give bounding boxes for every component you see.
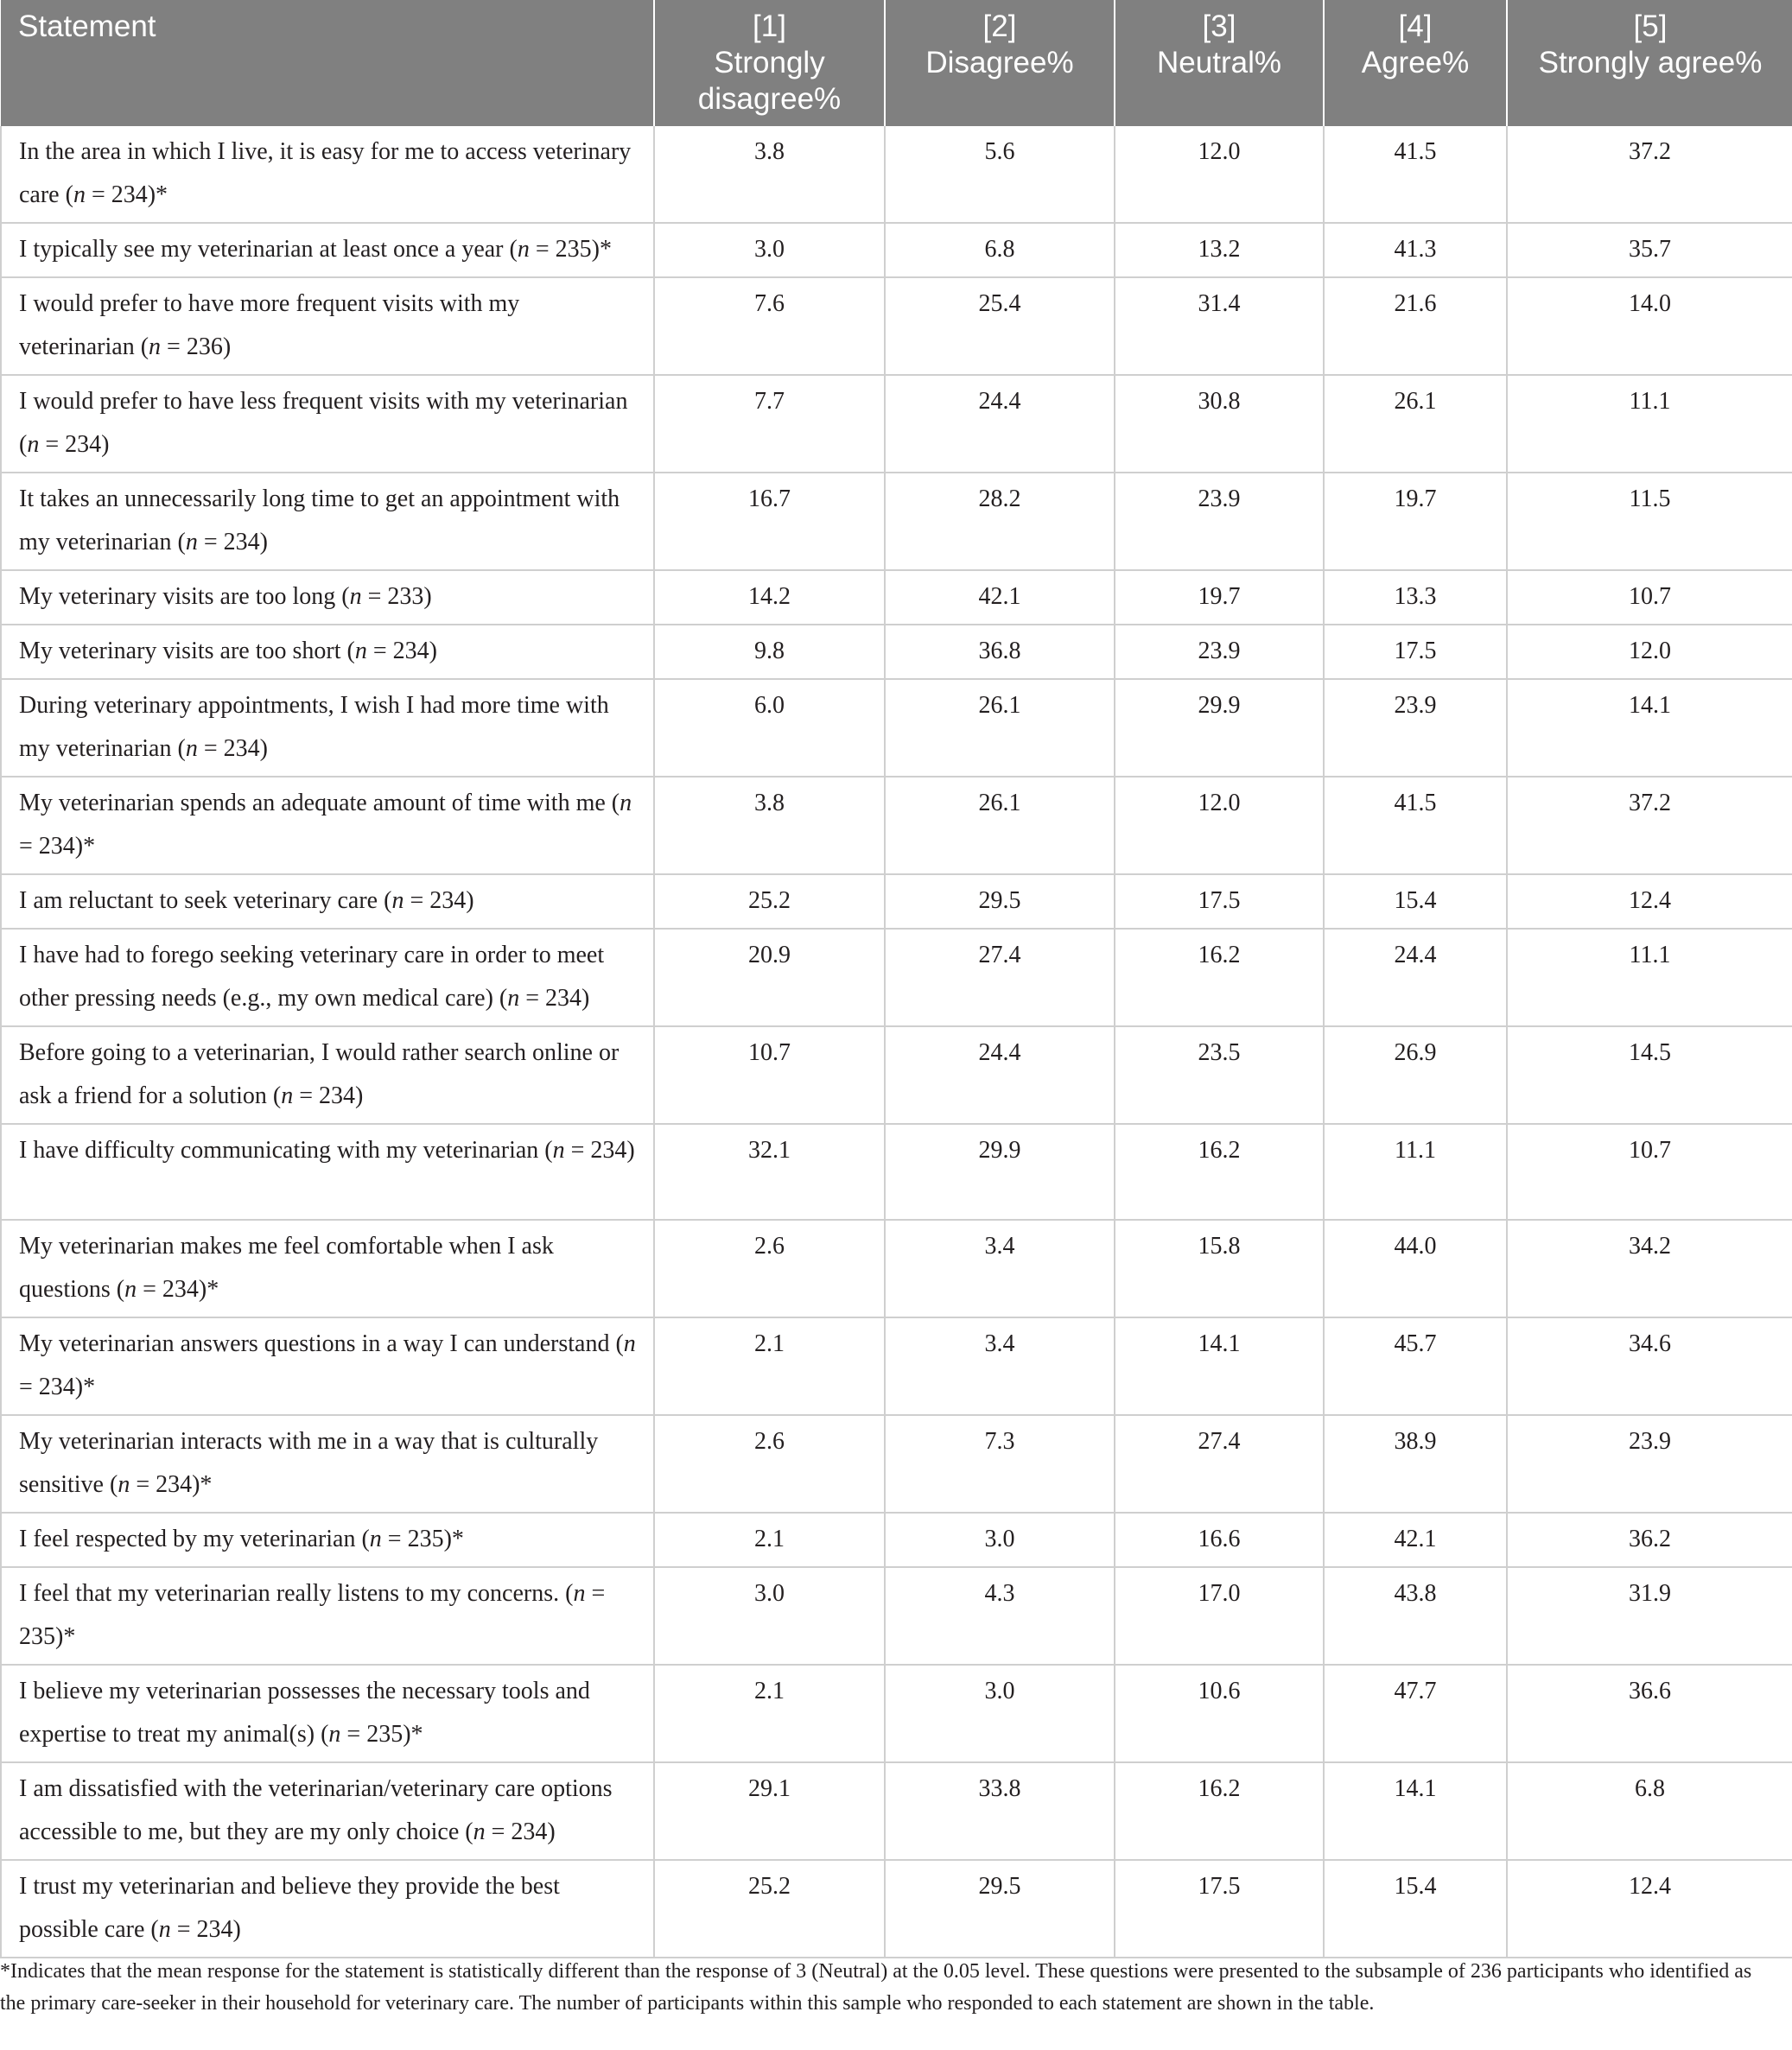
statement-n-value: = 234)	[293, 1082, 364, 1109]
statement-cell	[1, 1124, 654, 1220]
table-row	[1, 679, 1792, 777]
table-row	[1, 375, 1792, 473]
value-cell-neutral: 16.2	[1115, 1124, 1324, 1220]
table-row	[1, 223, 1792, 277]
statement-cell	[1, 874, 654, 929]
header-number: [3]	[1202, 10, 1236, 43]
value-cell-neutral: 10.6	[1115, 1665, 1324, 1762]
header-strongly-disagree	[654, 0, 885, 126]
value-cell-strongly-disagree: 7.6	[654, 277, 885, 375]
statement-n-symbol: n	[507, 985, 520, 1012]
value-cell-agree: 43.8	[1324, 1567, 1507, 1665]
header-label: Agree%	[1361, 46, 1470, 79]
statement-text: I am dissatisfied with the veterinarian/veterinary care options accessible to me, but they are my only choice (	[19, 1775, 613, 1845]
value-cell-disagree: 4.3	[885, 1567, 1115, 1665]
statement-cell	[1, 1317, 654, 1415]
value-cell-strongly-agree: 14.5	[1507, 1026, 1792, 1124]
statement-text: I typically see my veterinarian at least once a year (	[19, 236, 518, 263]
value-cell-strongly-agree: 11.5	[1507, 473, 1792, 570]
value-cell-neutral: 27.4	[1115, 1415, 1324, 1513]
value-cell-disagree: 3.4	[885, 1317, 1115, 1415]
statement-n-symbol: n	[552, 1137, 565, 1164]
value-cell-agree: 26.1	[1324, 375, 1507, 473]
value-cell-strongly-agree: 34.6	[1507, 1317, 1792, 1415]
statement-cell	[1, 223, 654, 277]
value-cell-strongly-agree: 35.7	[1507, 223, 1792, 277]
value-cell-strongly-disagree: 2.1	[654, 1513, 885, 1567]
statement-text: I have had to forego seeking veterinary care in order to meet other pressing needs (e.g., my own medical care) (	[19, 942, 605, 1012]
value-cell-neutral: 29.9	[1115, 679, 1324, 777]
value-cell-strongly-disagree: 10.7	[654, 1026, 885, 1124]
statement-text: My veterinarian interacts with me in a way that is culturally sensitive (	[19, 1428, 599, 1498]
value-cell-agree: 21.6	[1324, 277, 1507, 375]
value-cell-disagree: 7.3	[885, 1415, 1115, 1513]
value-cell-disagree: 28.2	[885, 473, 1115, 570]
statement-n-value: = 234)*	[19, 833, 96, 860]
statement-cell	[1, 1567, 654, 1665]
statement-n-value: = 235)*	[340, 1721, 423, 1748]
statement-n-symbol: n	[281, 1082, 294, 1109]
header-strongly-agree	[1507, 0, 1792, 126]
value-cell-strongly-agree: 23.9	[1507, 1415, 1792, 1513]
value-cell-neutral: 17.0	[1115, 1567, 1324, 1665]
statement-cell	[1, 929, 654, 1026]
table-row	[1, 929, 1792, 1026]
statement-n-value: = 234)*	[85, 181, 168, 208]
value-cell-agree: 15.4	[1324, 874, 1507, 929]
value-cell-strongly-disagree: 9.8	[654, 625, 885, 679]
value-cell-neutral: 16.2	[1115, 929, 1324, 1026]
value-cell-agree: 14.1	[1324, 1762, 1507, 1860]
statement-cell	[1, 1415, 654, 1513]
value-cell-strongly-agree: 14.1	[1507, 679, 1792, 777]
value-cell-agree: 45.7	[1324, 1317, 1507, 1415]
value-cell-neutral: 16.6	[1115, 1513, 1324, 1567]
value-cell-strongly-disagree: 32.1	[654, 1124, 885, 1220]
statement-n-value: = 235)*	[529, 236, 612, 263]
header-agree	[1324, 0, 1507, 126]
value-cell-agree: 15.4	[1324, 1860, 1507, 1958]
statement-cell	[1, 126, 654, 223]
table-row	[1, 1124, 1792, 1220]
value-cell-strongly-disagree: 2.6	[654, 1220, 885, 1317]
table-row	[1, 1415, 1792, 1513]
table-row	[1, 126, 1792, 223]
value-cell-neutral: 14.1	[1115, 1317, 1324, 1415]
value-cell-disagree: 29.5	[885, 874, 1115, 929]
value-cell-strongly-disagree: 20.9	[654, 929, 885, 1026]
statement-text: I am reluctant to seek veterinary care (	[19, 887, 392, 914]
value-cell-neutral: 17.5	[1115, 1860, 1324, 1958]
value-cell-strongly-disagree: 6.0	[654, 679, 885, 777]
table-row	[1, 1317, 1792, 1415]
statement-cell	[1, 375, 654, 473]
table-row	[1, 1762, 1792, 1860]
statement-n-value: = 234)	[170, 1916, 241, 1943]
value-cell-agree: 44.0	[1324, 1220, 1507, 1317]
value-cell-strongly-disagree: 29.1	[654, 1762, 885, 1860]
value-cell-neutral: 23.5	[1115, 1026, 1324, 1124]
value-cell-disagree: 3.0	[885, 1665, 1115, 1762]
table-row	[1, 1860, 1792, 1958]
statement-text: I have difficulty communicating with my veterinarian (	[19, 1137, 553, 1164]
statement-n-symbol: n	[354, 638, 367, 664]
statement-n-symbol: n	[620, 790, 632, 816]
value-cell-strongly-disagree: 16.7	[654, 473, 885, 570]
statement-n-value: = 235)*	[381, 1526, 464, 1552]
statement-cell	[1, 1665, 654, 1762]
statement-cell	[1, 1026, 654, 1124]
statement-cell	[1, 570, 654, 625]
value-cell-agree: 11.1	[1324, 1124, 1507, 1220]
statement-cell	[1, 1860, 654, 1958]
statement-text: Before going to a veterinarian, I would rather search online or ask a friend for a solution (	[19, 1039, 620, 1109]
table-header-row	[1, 0, 1792, 126]
value-cell-strongly-disagree: 3.8	[654, 777, 885, 874]
statement-cell	[1, 1513, 654, 1567]
statement-n-value: = 234)*	[130, 1471, 213, 1498]
value-cell-disagree: 26.1	[885, 777, 1115, 874]
statement-n-symbol: n	[185, 735, 198, 762]
statement-n-value: = 235)*	[19, 1580, 606, 1650]
value-cell-agree: 47.7	[1324, 1665, 1507, 1762]
statement-n-value: = 234)	[404, 887, 474, 914]
value-cell-strongly-disagree: 3.0	[654, 223, 885, 277]
statement-n-symbol: n	[27, 431, 40, 458]
value-cell-agree: 42.1	[1324, 1513, 1507, 1567]
value-cell-strongly-disagree: 3.8	[654, 126, 885, 223]
value-cell-agree: 41.3	[1324, 223, 1507, 277]
statement-text: My veterinary visits are too long (	[19, 583, 350, 610]
statement-n-value: = 234)	[519, 985, 590, 1012]
statement-n-symbol: n	[149, 333, 162, 360]
statement-cell	[1, 777, 654, 874]
value-cell-strongly-agree: 14.0	[1507, 277, 1792, 375]
statement-cell	[1, 473, 654, 570]
value-cell-strongly-agree: 10.7	[1507, 570, 1792, 625]
value-cell-strongly-agree: 34.2	[1507, 1220, 1792, 1317]
value-cell-disagree: 6.8	[885, 223, 1115, 277]
statement-n-value: = 234)	[197, 735, 268, 762]
value-cell-strongly-disagree: 7.7	[654, 375, 885, 473]
value-cell-disagree: 25.4	[885, 277, 1115, 375]
statement-text: I feel that my veterinarian really listens to my concerns. (	[19, 1580, 574, 1607]
statement-n-symbol: n	[473, 1818, 486, 1845]
value-cell-neutral: 19.7	[1115, 570, 1324, 625]
table-row	[1, 570, 1792, 625]
value-cell-neutral: 15.8	[1115, 1220, 1324, 1317]
header-statement	[1, 0, 654, 126]
table-row	[1, 625, 1792, 679]
value-cell-neutral: 30.8	[1115, 375, 1324, 473]
value-cell-neutral: 23.9	[1115, 473, 1324, 570]
value-cell-strongly-agree: 31.9	[1507, 1567, 1792, 1665]
value-cell-strongly-agree: 10.7	[1507, 1124, 1792, 1220]
header-number: [1]	[753, 10, 786, 43]
statement-n-symbol: n	[623, 1330, 636, 1357]
value-cell-disagree: 24.4	[885, 1026, 1115, 1124]
statement-n-symbol: n	[573, 1580, 586, 1607]
statement-n-value: = 234)	[366, 638, 437, 664]
statement-text: My veterinarian makes me feel comfortable when I ask questions (	[19, 1233, 554, 1303]
statement-cell	[1, 625, 654, 679]
value-cell-neutral: 13.2	[1115, 223, 1324, 277]
value-cell-strongly-agree: 11.1	[1507, 375, 1792, 473]
value-cell-neutral: 23.9	[1115, 625, 1324, 679]
statement-n-symbol: n	[328, 1721, 341, 1748]
value-cell-agree: 13.3	[1324, 570, 1507, 625]
table-row	[1, 1026, 1792, 1124]
value-cell-strongly-disagree: 2.6	[654, 1415, 885, 1513]
value-cell-strongly-disagree: 25.2	[654, 1860, 885, 1958]
value-cell-neutral: 12.0	[1115, 777, 1324, 874]
value-cell-agree: 23.9	[1324, 679, 1507, 777]
header-disagree	[885, 0, 1115, 126]
header-label: Strongly agree%	[1538, 46, 1763, 79]
table-row	[1, 277, 1792, 375]
value-cell-agree: 26.9	[1324, 1026, 1507, 1124]
statement-cell	[1, 1762, 654, 1860]
statement-n-symbol: n	[118, 1471, 130, 1498]
header-label: Disagree%	[925, 46, 1074, 79]
statement-text: It takes an unnecessarily long time to get an appointment with my veterinarian (	[19, 486, 620, 555]
table-row	[1, 1665, 1792, 1762]
value-cell-neutral: 17.5	[1115, 874, 1324, 929]
value-cell-disagree: 5.6	[885, 126, 1115, 223]
statement-text: My veterinary visits are too short (	[19, 638, 355, 664]
statement-cell	[1, 679, 654, 777]
statement-n-value: = 234)	[39, 431, 110, 458]
value-cell-disagree: 24.4	[885, 375, 1115, 473]
statement-n-value: = 233)	[361, 583, 432, 610]
statement-n-symbol: n	[185, 529, 198, 555]
value-cell-strongly-agree: 37.2	[1507, 126, 1792, 223]
header-label: Statement	[18, 10, 156, 43]
statement-n-symbol: n	[158, 1916, 171, 1943]
statement-n-symbol: n	[369, 1526, 382, 1552]
statement-n-value: = 234)	[564, 1137, 635, 1164]
value-cell-agree: 17.5	[1324, 625, 1507, 679]
value-cell-agree: 41.5	[1324, 126, 1507, 223]
value-cell-disagree: 26.1	[885, 679, 1115, 777]
statement-n-value: = 234)	[485, 1818, 556, 1845]
statement-text: I feel respected by my veterinarian (	[19, 1526, 370, 1552]
statement-text: I trust my veterinarian and believe they provide the best possible care (	[19, 1873, 560, 1943]
statement-n-symbol: n	[349, 583, 362, 610]
statement-n-symbol: n	[517, 236, 530, 263]
statement-text: My veterinarian answers questions in a way I can understand (	[19, 1330, 624, 1357]
value-cell-strongly-disagree: 25.2	[654, 874, 885, 929]
statement-n-value: = 234)	[197, 529, 268, 555]
value-cell-disagree: 29.5	[885, 1860, 1115, 1958]
table-row	[1, 1513, 1792, 1567]
header-label: Strongly disagree%	[697, 46, 842, 116]
value-cell-neutral: 16.2	[1115, 1762, 1324, 1860]
value-cell-agree: 24.4	[1324, 929, 1507, 1026]
statement-cell	[1, 1220, 654, 1317]
header-number: [5]	[1633, 10, 1668, 43]
value-cell-strongly-agree: 36.2	[1507, 1513, 1792, 1567]
statement-cell	[1, 277, 654, 375]
header-label: Neutral%	[1157, 46, 1281, 79]
value-cell-strongly-agree: 37.2	[1507, 777, 1792, 874]
value-cell-disagree: 33.8	[885, 1762, 1115, 1860]
statement-text: In the area in which I live, it is easy for me to access veterinary care (	[19, 138, 632, 208]
value-cell-strongly-agree: 12.0	[1507, 625, 1792, 679]
statement-text: I believe my veterinarian possesses the necessary tools and expertise to treat my animal(s) (	[19, 1678, 590, 1748]
header-neutral	[1115, 0, 1324, 126]
value-cell-strongly-disagree: 2.1	[654, 1317, 885, 1415]
statement-n-value: = 234)*	[137, 1276, 219, 1303]
statement-n-value: = 236)	[161, 333, 232, 360]
value-cell-strongly-agree: 12.4	[1507, 1860, 1792, 1958]
value-cell-neutral: 31.4	[1115, 277, 1324, 375]
table-row	[1, 1220, 1792, 1317]
table-row	[1, 874, 1792, 929]
value-cell-neutral: 12.0	[1115, 126, 1324, 223]
value-cell-disagree: 36.8	[885, 625, 1115, 679]
header-number: [4]	[1398, 10, 1433, 43]
table-row	[1, 777, 1792, 874]
value-cell-disagree: 3.4	[885, 1220, 1115, 1317]
value-cell-disagree: 29.9	[885, 1124, 1115, 1220]
statement-n-symbol: n	[73, 181, 86, 208]
header-number: [2]	[982, 10, 1017, 43]
statement-n-symbol: n	[124, 1276, 137, 1303]
value-cell-strongly-disagree: 3.0	[654, 1567, 885, 1665]
value-cell-disagree: 42.1	[885, 570, 1115, 625]
table-row	[1, 1567, 1792, 1665]
statement-n-symbol: n	[391, 887, 404, 914]
value-cell-agree: 41.5	[1324, 777, 1507, 874]
table-body	[1, 126, 1792, 1958]
table-row	[1, 473, 1792, 570]
statement-text: My veterinarian spends an adequate amount of time with me (	[19, 790, 620, 816]
value-cell-strongly-agree: 6.8	[1507, 1762, 1792, 1860]
statement-n-value: = 234)*	[19, 1374, 96, 1400]
value-cell-disagree: 3.0	[885, 1513, 1115, 1567]
value-cell-agree: 19.7	[1324, 473, 1507, 570]
value-cell-strongly-agree: 11.1	[1507, 929, 1792, 1026]
value-cell-agree: 38.9	[1324, 1415, 1507, 1513]
value-cell-disagree: 27.4	[885, 929, 1115, 1026]
statement-text: During veterinary appointments, I wish I had more time with my veterinarian (	[19, 692, 609, 762]
value-cell-strongly-disagree: 2.1	[654, 1665, 885, 1762]
table-footnote: *Indicates that the mean response for the statement is statistically different than the response of 3 (Neutral) at the 0.05 level. These questions were presented to the subsample of 236 participants who identified as the primary care-seeker in their household for veterinary care. The number of participants within this sample who responded to each statement are shown in the table.	[0, 1960, 1752, 2015]
statement-text: I would prefer to have more frequent visits with my veterinarian (	[19, 290, 520, 360]
value-cell-strongly-disagree: 14.2	[654, 570, 885, 625]
value-cell-strongly-agree: 12.4	[1507, 874, 1792, 929]
statement-text: I would prefer to have less frequent visits with my veterinarian (	[19, 388, 628, 458]
value-cell-strongly-agree: 36.6	[1507, 1665, 1792, 1762]
